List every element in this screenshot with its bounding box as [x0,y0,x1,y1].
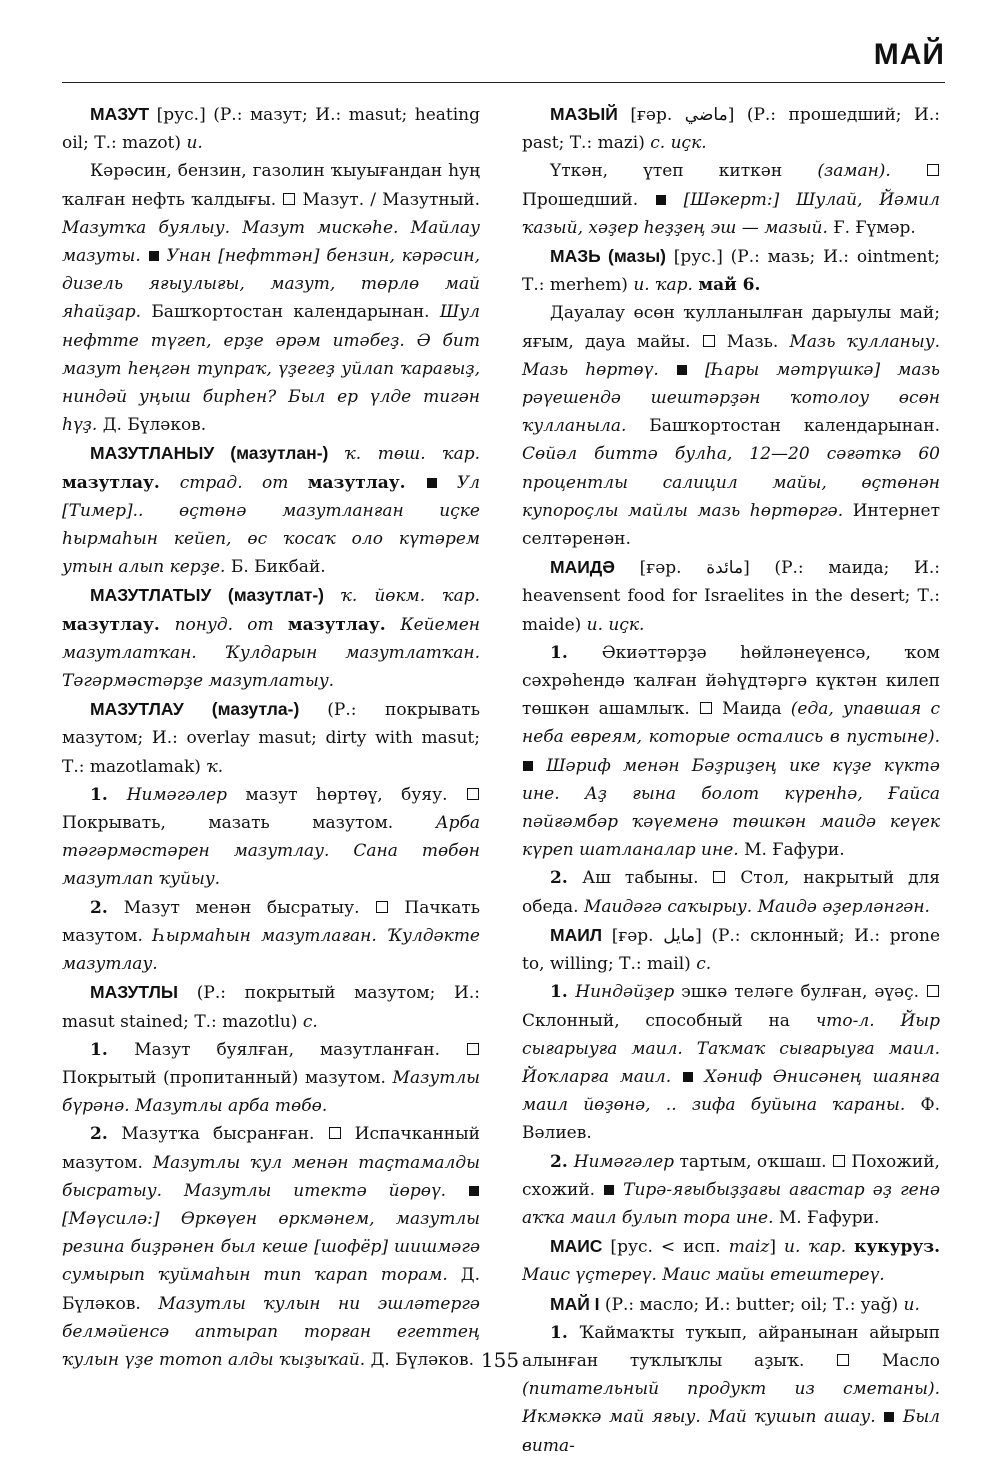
quote-marker-icon [656,195,666,205]
rus-marker-icon [703,335,715,347]
left-column [62,100,480,1374]
entry-mazut: МАЗУТ [рус.] (Р.: мазут; И.: masut; heating oil; Т.: mazot) и. Кәрәсин, бензин, газолин ҡыуығандан һуң ҡалған нефть ҡалдығы. Мазут. / Мазутный. Мазутҡа буялыу. Мазут мискәһе. Майлау мазуты. Унан [нефттән] бензин, кәрәсин, дизель яғыулығы, мазут, төрлө май яһайҙар. Башҡортостан календарынан. Шул нефтте түгеп, ерҙе әрәм итәбеҙ. Ә бит мазут һеңгән тупраҡ, үҙегеҙ уйлап ҡарағыҙ, ниндәй уңыш бирһен? Был ер үлде тигән һүҙ. Д. Бүләков. [62,104,480,436]
entry-maz: МАЗЬ (мазы) [рус.] (Р.: мазь; И.: ointment; Т.: merhem) и. ҡар. май 6. Дауалау өсөн ҡулланылған дарыулы май; яғым, дауа майы. Мазь. Мазь ҡулланыу. Мазь һөртөү. [Һары мәтрүшкә] мазь рәүешендә шештәрҙән ҡотолоу өсөн ҡулланыла. Башҡортостан календарынан. Сөйәл биттә булһа, 12—20 сәғәткә 60 процентлы салицил майы, өҫтөнән купороҫлы майлы мазь һөртөргә. Интернет селтәренән. [522,246,941,550]
entry-mazyy: МАЗЫЙ [ғәр. ماضي] (Р.: прошедший; И.: past; Т.: mazi) с. иҫк. Үткән, үтеп киткән (заман). Прошедший. [Шәкерт:] Шулай, Йәмил ҡазый, хәҙер һеҙҙең эш — мазый. Ғ. Ғүмәр. [522,104,940,238]
rus-marker-icon [927,985,939,997]
quote-marker-icon [427,478,437,488]
headword: МАЙ I [550,1293,600,1314]
page-number: 155 [480,1348,520,1372]
rus-marker-icon [700,702,712,714]
entry-maide: МАИДӘ [ғәр. مائدة] (Р.: маида; И.: heavensent food for Israelites in the desert; Т.: maide) и. иҫк. 1. Әкиәттәрҙә һөйләнеүенсә, ҡом сәхрәһендә ҡалған йәһүдтәргә күктән килеп төшкән ашамлыҡ. Маида (еда, упавшая с неба евреям, которые остались в пустыне). Шәриф менән Бәҙриҙең ике күҙе күктә ине. Аҙ ғына болот күренһә, Ғайса пәйғәмбәр ҡәүеменә төшкән маидә кеүек күреп шатланалар ине. М. Ғафури. 2. Аш табыны. Стол, накрытый для обеда. Маидәгә саҡырыу. Маидә әҙерләнгән. [522,557,941,917]
rus-marker-icon [467,1043,479,1055]
header-rule [62,82,945,83]
entry-may: МАЙ I (Р.: масло; И.: butter; oil; Т.: yağ) и. 1. Ҡаймаҡты туҡып, айранынан айырып алынған туҡлыҡлы аҙыҡ. Масло (питательный продукт из сметаны). Икмәккә май яғыу. Май ҡушып ашау. Был вита- [522,1293,940,1456]
headword: МАЗУТЛАТЫУ [90,585,212,606]
quote-marker-icon [604,1185,614,1195]
quote-marker-icon [677,365,687,375]
entry-mail: МАИЛ [ғәр. مايل] (Р.: склонный; И.: prone to, willing; Т.: mail) с. 1. Ниндәйҙер эшкә теләге булған, әүәҫ. Склонный, способный на что-л. Йыр сығарыуға маил. Таҡмаҡ сығарыуға маил. Йоҡларға маил. Хәниф Әнисәнең шаянға маил йөҙөнә, .. зифа буйына ҡараны. Ф. Вәлиев. 2. Нимәгәлер тартым, оҡшаш. Похожий, схожий. Тирә-яғыбыҙҙағы ағастар әҙ генә аҡҡа маил булып тора ине. М. Ғафури. [522,924,941,1228]
entry-mazutlau: МАЗУТЛАУ (мазутла-) (Р.: покрывать мазутом; И.: overlay masut; dirty with masut; Т.: mazotlamak) ҡ. 1. Нимәгәлер мазут һөртөү, буяу. Покрывать, мазать мазутом. Арба тәгәрмәстәрен мазутлау. Сана төбөн мазутлап ҡуйыу. 2. Мазут менән бысратыу. Пачкать мазутом. Һырмаһын мазутлаған. Ҡулдәкте мазутлау. [62,699,481,975]
headword: МАИС [550,1236,603,1257]
quote-marker-icon [469,1186,479,1196]
rus-marker-icon [713,871,725,883]
running-head: МАЙ [873,38,945,71]
headword: МАИЛ [550,924,603,945]
headword: МАЗУТЛАНЫУ [90,443,215,464]
right-column [522,100,940,1460]
quote-marker-icon [884,1412,894,1422]
headword: МАЗУТЛЫ [90,982,179,1003]
rus-marker-icon [376,901,388,913]
rus-marker-icon [927,164,939,176]
headword: МАИДӘ [550,557,615,578]
headword: МАЗЫЙ [550,104,618,124]
headword: МАЗЬ (мазы) [550,246,666,267]
entry-mazutly: МАЗУТЛЫ (Р.: покрытый мазутом; И.: masut stained; Т.: mazotlu) с. 1. Мазут буялған, мазутланған. Покрытый (пропитанный) мазутом. Мазутлы бүрәнә. Мазутлы арба төбө. 2. Мазутҡа бысранған. Испачканный мазутом. Мазутлы ҡул менән таҫтамалды бысратыу. Мазутлы итектә йөрөү. [Мәүсилә:] Өркөүен өркмәнем, мазутлы резина биҙрәнен был кеше [шофёр] шишмәгә сумырып ҡуймаһын тип ҡарап торам. Д. Бүләков. Мазутлы ҡулын ни эшләтергә белмәйенсә аптырап торған егеттең ҡулын үҙе тотоп алды ҡыҙыҡай. Д. Бүләков. [62,982,480,1370]
headword: МАЗУТ [90,104,150,124]
rus-marker-icon [833,1155,845,1167]
entry-mazutlanyu: МАЗУТЛАНЫУ (мазутлан-) ҡ. төш. ҡар. мазутлау. страд. от мазутлау. Ул [Тимер].. өҫтөнә мазутланған иҫке һырмаһын кейеп, өс ҡосаҡ оло күтәрем утын алып керҙе. Б. Бикбай. [62,443,480,578]
quote-marker-icon [683,1072,693,1082]
entry-mazutlatyu: МАЗУТЛАТЫУ (мазутлат-) ҡ. йөкм. ҡар. мазутлау. понуд. от мазутлау. Кейемен мазутлатҡан. Ҡулдарын мазутлатҡан. Тәгәрмәстәрҙе мазутлатыу. [62,585,480,692]
quote-marker-icon [149,251,159,261]
rus-marker-icon [329,1127,341,1139]
rus-marker-icon [467,788,479,800]
headword: МАЗУТЛАУ [90,699,184,720]
rus-marker-icon [283,193,295,205]
quote-marker-icon [523,761,533,771]
entry-mais: МАИС [рус. < исп. maiz] и. ҡар. кукуруз. Маис үҫтереү. Маис майы етештереү. [522,1236,940,1286]
